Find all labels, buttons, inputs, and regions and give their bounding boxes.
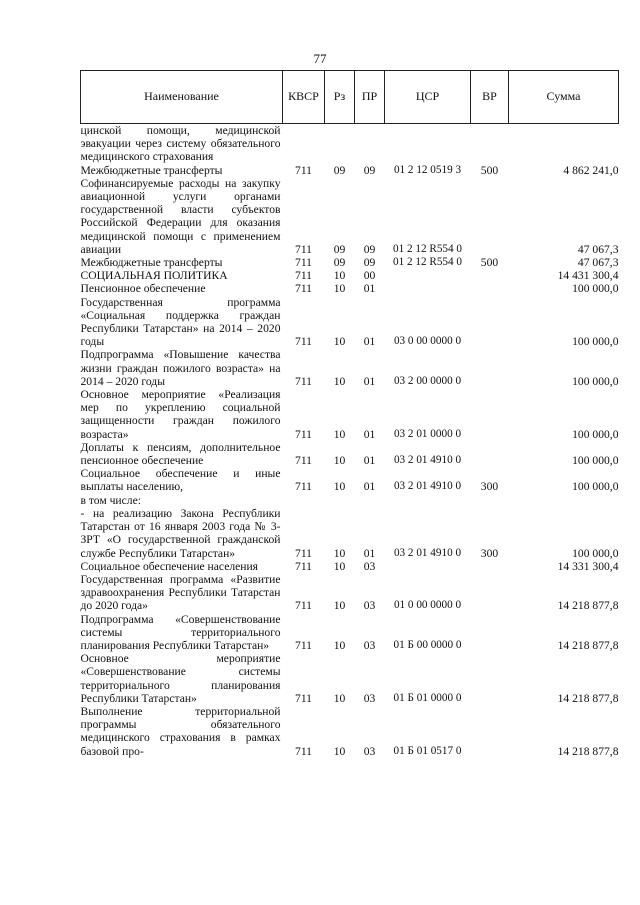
- cell-vr: [471, 348, 509, 388]
- cell-sum: [509, 494, 619, 507]
- cell-rz: 10: [333, 454, 346, 468]
- cell-vr: 300: [480, 546, 499, 560]
- cell-csr: 03 2 01 4910 0: [393, 454, 462, 467]
- cell-vr: [471, 652, 509, 705]
- cell-pr: 01: [363, 282, 376, 296]
- cell-csr: 01 2 12 0519 3: [393, 163, 462, 176]
- cell-sum: 14 431 300,4: [557, 269, 619, 283]
- table-row: [81, 256, 619, 269]
- cell-rz: 10: [333, 480, 346, 494]
- cell-pr: [355, 494, 385, 507]
- table-row: [81, 467, 619, 493]
- cell-vr: [471, 124, 509, 164]
- table-body: [81, 124, 619, 758]
- cell-csr: [385, 282, 471, 295]
- cell-rz: 10: [333, 599, 346, 613]
- cell-name: Выполнение территориальной программы обязательного медицинского страхования в рамках базовой про-: [80, 704, 281, 758]
- header-pr: ПР: [355, 71, 385, 124]
- cell-csr: 03 2 01 4910 0: [393, 480, 462, 493]
- cell-kvsr: 711: [295, 454, 312, 468]
- budget-table: [80, 70, 619, 758]
- cell-kvsr: [283, 124, 325, 164]
- cell-csr: [385, 560, 471, 573]
- cell-pr: 09: [363, 242, 376, 256]
- header-name: Наименование: [81, 71, 283, 124]
- cell-name: Социальное обеспечение и иные выплаты населению,: [80, 467, 281, 494]
- cell-pr: 01: [363, 335, 376, 349]
- cell-sum: 100 000,0: [572, 480, 619, 494]
- cell-name: Доплаты к пенсиям, дополнительное пенсионное обеспечение: [80, 440, 281, 468]
- table-row: [81, 164, 619, 177]
- cell-name: - на реализацию Закона Республики Татарстан от 16 января 2003 года № 3-ЗРТ «О государственной гражданской службе Республики Татарстан»: [80, 506, 281, 560]
- table-row: [81, 269, 619, 282]
- cell-kvsr: [283, 494, 325, 507]
- header-vr: ВР: [471, 71, 509, 124]
- cell-pr: 03: [363, 559, 376, 573]
- cell-pr: 01: [363, 374, 376, 388]
- cell-rz: [325, 124, 355, 164]
- cell-name: Межбюджетные трансферты: [80, 163, 223, 177]
- table-row: [81, 177, 619, 256]
- cell-vr: [471, 282, 509, 295]
- cell-vr: [471, 296, 509, 349]
- cell-kvsr: 711: [295, 335, 312, 349]
- cell-rz: 10: [333, 691, 346, 705]
- cell-vr: 300: [480, 480, 499, 494]
- cell-sum: 14 331 300,4: [557, 559, 619, 573]
- cell-sum: 100 000,0: [572, 282, 619, 296]
- table-row: [81, 573, 619, 613]
- cell-kvsr: 711: [295, 546, 312, 560]
- cell-sum: 100 000,0: [572, 454, 619, 468]
- table-row: [81, 652, 619, 705]
- cell-kvsr: 711: [295, 638, 312, 652]
- cell-rz: [325, 494, 355, 507]
- cell-kvsr: 711: [295, 691, 312, 705]
- cell-name: Межбюджетные трансферты: [80, 256, 223, 270]
- cell-vr: [471, 560, 509, 573]
- table-row: [81, 494, 619, 507]
- cell-sum: 47 067,3: [577, 256, 619, 270]
- cell-sum: 100 000,0: [572, 335, 619, 349]
- table-row: [81, 507, 619, 560]
- cell-pr: 03: [363, 691, 376, 705]
- cell-vr: [471, 177, 509, 256]
- table-row: [81, 560, 619, 573]
- cell-csr: [385, 494, 471, 507]
- cell-csr: 01 2 12 R554 0: [393, 256, 462, 269]
- cell-name: Подпрограмма «Повышение качества жизни граждан пожилого возраста» на 2014 – 2020 годы: [80, 348, 281, 388]
- cell-name: Подпрограмма «Совершенствование системы территориального планирования Республики Татарстан»: [80, 612, 281, 652]
- table-row: [81, 441, 619, 467]
- cell-vr: [471, 573, 509, 613]
- cell-rz: 10: [333, 744, 346, 758]
- cell-sum: 14 218 877,8: [557, 599, 619, 613]
- cell-pr: 01: [363, 454, 376, 468]
- cell-csr: 03 2 00 0000 0: [393, 374, 462, 387]
- cell-sum: 14 218 877,8: [557, 691, 619, 705]
- page-number: 77: [313, 51, 327, 66]
- cell-vr: 500: [480, 256, 499, 270]
- table-row: [81, 282, 619, 295]
- cell-csr: 01 2 12 R554 0: [393, 242, 462, 255]
- cell-sum: 100 000,0: [572, 546, 619, 560]
- cell-rz: 10: [333, 427, 346, 441]
- cell-kvsr: 711: [295, 282, 312, 296]
- cell-sum: 100 000,0: [572, 374, 619, 388]
- cell-sum: 100 000,0: [572, 427, 619, 441]
- cell-pr: 09: [363, 256, 376, 270]
- cell-vr: [471, 613, 509, 653]
- cell-vr: [471, 494, 509, 507]
- cell-name: Государственная программа «Развитие здравоохранения Республики Татарстан до 2020 года»: [80, 572, 281, 613]
- header-csr: ЦСР: [385, 71, 471, 124]
- cell-kvsr: 711: [295, 242, 312, 256]
- cell-name: Социальное обеспечение населения: [80, 559, 259, 573]
- cell-kvsr: 711: [295, 559, 312, 573]
- header-kvsr: КВСР: [283, 71, 325, 124]
- cell-pr: 01: [363, 427, 376, 441]
- table-row: [81, 296, 619, 349]
- cell-pr: [355, 124, 385, 164]
- cell-pr: 03: [363, 599, 376, 613]
- cell-name: Основное мероприятие «Реализация мер по укреплению социальной защищенности граждан пожилого возраста»: [80, 388, 281, 441]
- cell-name: Пенсионное обеспечение: [80, 282, 206, 296]
- cell-vr: [471, 388, 509, 441]
- cell-csr: 03 0 00 0000 0: [393, 335, 462, 348]
- cell-kvsr: 711: [295, 427, 312, 441]
- cell-pr: 09: [363, 163, 376, 177]
- cell-csr: 03 2 01 4910 0: [393, 546, 462, 559]
- cell-csr: 01 Б 01 0000 0: [393, 691, 462, 704]
- cell-csr: 01 Б 01 0517 0: [393, 744, 462, 757]
- cell-csr: 03 2 01 0000 0: [393, 427, 462, 440]
- cell-pr: 03: [363, 638, 376, 652]
- cell-name: Основное мероприятие «Совершенствование системы территориального планирования Республики Татарстан»: [80, 652, 281, 705]
- cell-rz: 09: [333, 163, 346, 177]
- cell-sum: [509, 124, 619, 164]
- table-row: [81, 124, 619, 164]
- cell-name: Государственная программа «Социальная поддержка граждан Республики Татарстан» на 2014 – 2020 годы: [80, 295, 281, 349]
- cell-rz: 10: [333, 282, 346, 296]
- cell-sum: 14 218 877,8: [557, 744, 619, 758]
- cell-name: в том числе:: [80, 493, 141, 507]
- cell-csr: 01 Б 00 0000 0: [393, 638, 462, 651]
- cell-csr: 01 0 00 0000 0: [393, 599, 462, 612]
- cell-rz: 10: [333, 374, 346, 388]
- table-row: [81, 613, 619, 653]
- header-sum: Сумма: [509, 71, 619, 124]
- cell-rz: 10: [333, 335, 346, 349]
- cell-csr: [385, 269, 471, 282]
- cell-vr: [471, 705, 509, 758]
- cell-kvsr: 711: [295, 480, 312, 494]
- cell-pr: 01: [363, 546, 376, 560]
- cell-rz: 09: [333, 242, 346, 256]
- cell-rz: 09: [333, 256, 346, 270]
- cell-pr: 00: [363, 269, 376, 283]
- cell-sum: 4 862 241,0: [563, 163, 619, 177]
- cell-rz: 10: [333, 546, 346, 560]
- cell-kvsr: 711: [295, 256, 312, 270]
- cell-kvsr: 711: [295, 269, 312, 283]
- cell-vr: [471, 269, 509, 282]
- header-rz: Рз: [325, 71, 355, 124]
- cell-sum: 47 067,3: [577, 242, 619, 256]
- cell-rz: 10: [333, 269, 346, 283]
- cell-kvsr: 711: [295, 744, 312, 758]
- cell-rz: 10: [333, 559, 346, 573]
- cell-pr: 03: [363, 744, 376, 758]
- cell-kvsr: 711: [295, 163, 312, 177]
- cell-name: цинской помощи, медицинской эвакуации через систему обязательного медицинского страхования: [80, 124, 281, 164]
- table-row: [81, 388, 619, 441]
- cell-kvsr: 711: [295, 599, 312, 613]
- cell-kvsr: 711: [295, 374, 312, 388]
- cell-rz: 10: [333, 638, 346, 652]
- table-row: [81, 348, 619, 388]
- table-header-row: [81, 71, 619, 124]
- cell-vr: [471, 441, 509, 467]
- table-row: [81, 705, 619, 758]
- cell-csr: [385, 124, 471, 164]
- cell-name: Софинансируемые расходы на закупку авиационной услуги органами государственной власти субъектов Российской Федерации для оказания медицинской помощи с применением авиации: [80, 176, 281, 256]
- cell-sum: 14 218 877,8: [557, 638, 619, 652]
- cell-name: СОЦИАЛЬНАЯ ПОЛИТИКА: [80, 269, 228, 283]
- cell-vr: 500: [480, 163, 499, 177]
- cell-pr: 01: [363, 480, 376, 494]
